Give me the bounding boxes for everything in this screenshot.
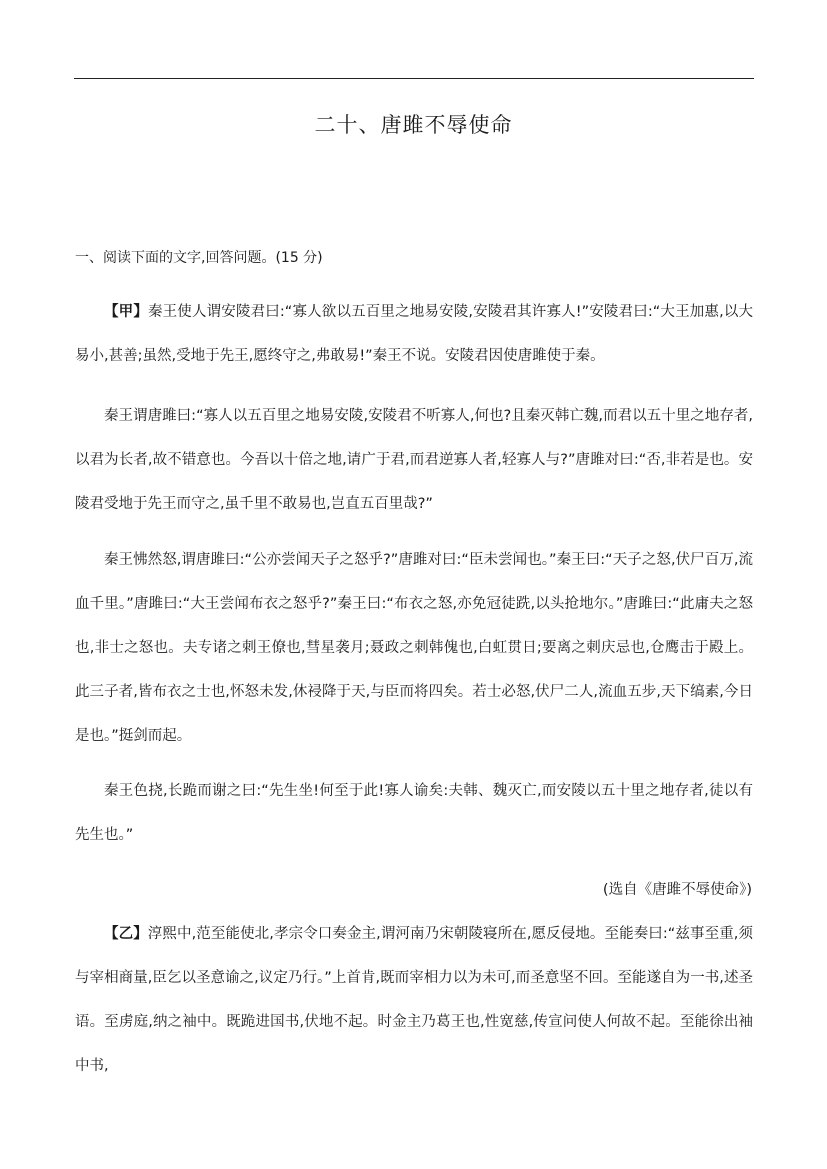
passage-yi-paragraph [75, 912, 753, 1088]
passage-jia-paragraph-4 [75, 769, 753, 857]
paragraph-text: 秦王色挠,长跪而谢之曰:“先生坐!何至于此!寡人谕矣:夫韩、魏灭亡,而安陵以五十里之地存者,徒以有先生也。” [75, 783, 753, 843]
paragraph-text: 秦王使人谓安陵君曰:“寡人欲以五百里之地易安陵,安陵君其许寡人!”安陵君曰:“大王加惠,以大易小,甚善;虽然,受地于先王,愿终守之,弗敢易!”秦王不说。安陵君因使唐雎使于秦。 [75, 304, 753, 364]
passage-jia-label: 【甲】 [104, 304, 148, 320]
passage-jia-paragraph-2 [75, 394, 753, 526]
passage-yi-label: 【乙】 [104, 926, 148, 942]
question-heading: 一、阅读下面的文字,回答问题。(15 分) [75, 250, 323, 266]
header-rule [74, 78, 754, 79]
passage-jia-paragraph-1 [75, 290, 753, 378]
source-citation: (选自《唐雎不辱使命》) [602, 882, 752, 898]
paragraph-text: 秦王怫然怒,谓唐雎曰:“公亦尝闻天子之怒乎?”唐雎对曰:“臣未尝闻也。”秦王曰:“天子之怒,伏尸百万,流血千里。”唐雎曰:“大王尝闻布衣之怒乎?”秦王曰:“布衣之怒,亦免冠徒跣,以头抢地尔。”唐雎曰:“此庸夫之怒也,非士之怒也。夫专诸之刺王僚也,彗星袭月;聂政之刺韩傀也,白虹贯日;要离之刺庆忌也,仓鹰击于殿上。此三子者,皆布衣之士也,怀怒未发,休祲降于天,与臣而将四矣。若士必怒,伏尸二人,流血五步,天下缟素,今日是也。”挺剑而起。 [75, 552, 753, 744]
paragraph-text: 淳熙中,范至能使北,孝宗令口奏金主,谓河南乃宋朝陵寝所在,愿反侵地。至能奏曰:“兹事至重,须与宰相商量,臣乞以圣意谕之,议定乃行。”上首肯,既而宰相力以为未可,而圣意坚不回。至能遂自为一书,述圣语。至虏庭,纳之袖中。既跪进国书,伏地不起。时金主乃葛王也,性宽慈,传宣问使人何故不起。至能徐出袖中书, [75, 926, 753, 1074]
page-title: 二十、唐雎不辱使命 [314, 113, 513, 137]
passage-jia-paragraph-3 [75, 538, 753, 758]
paragraph-text: 秦王谓唐雎曰:“寡人以五百里之地易安陵,安陵君不听寡人,何也?且秦灭韩亡魏,而君以五十里之地存者,以君为长者,故不错意也。今吾以十倍之地,请广于君,而君逆寡人者,轻寡人与?”唐雎对曰:“否,非若是也。安陵君受地于先王而守之,虽千里不敢易也,岂直五百里哉?” [75, 408, 753, 512]
